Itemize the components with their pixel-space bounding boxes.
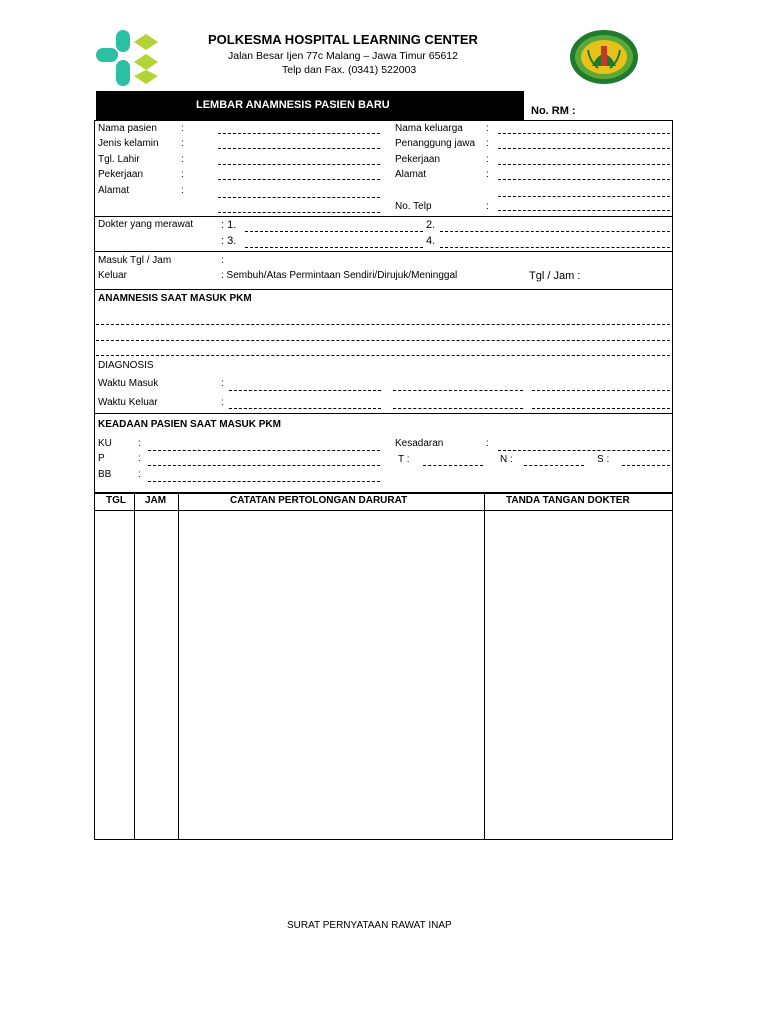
- field-tgl-lahir[interactable]: [218, 164, 380, 165]
- n-label: N :: [500, 454, 513, 465]
- colon: :: [138, 453, 141, 464]
- field-dokter-3[interactable]: [245, 247, 423, 248]
- colon: :: [486, 123, 489, 134]
- s-label: S :: [597, 454, 610, 465]
- field-waktu-masuk-3[interactable]: [532, 390, 670, 391]
- label-nama-pasien: Nama pasien: [98, 123, 157, 134]
- waktu-masuk-label: Waktu Masuk: [98, 378, 159, 389]
- dokter-num-4: 4.: [426, 235, 436, 247]
- divider: [94, 251, 673, 252]
- divider: [94, 413, 673, 414]
- field-alamat-keluarga-2[interactable]: [498, 196, 670, 197]
- label-penanggung: Penanggung jawa: [395, 138, 476, 149]
- field-waktu-masuk-2[interactable]: [393, 390, 523, 391]
- table-col-divider: [178, 492, 179, 840]
- colon: :: [486, 154, 489, 165]
- col-header-jam: JAM: [145, 495, 167, 506]
- label-keluar: Keluar: [98, 270, 127, 281]
- anamnesis-line-2[interactable]: [96, 340, 670, 341]
- form-title: LEMBAR ANAMNESIS PASIEN BARU: [196, 99, 390, 111]
- label-alamat-2: Alamat: [395, 169, 427, 180]
- anamnesis-line-3[interactable]: [96, 355, 670, 356]
- anamnesis-title: ANAMNESIS SAAT MASUK PKM: [98, 293, 252, 304]
- hospital-phone: Telp dan Fax. (0341) 522003: [282, 64, 417, 76]
- dokter-num-2: 2.: [426, 219, 436, 231]
- field-no-telp[interactable]: [498, 210, 670, 211]
- field-waktu-keluar-3[interactable]: [532, 408, 670, 409]
- colon: :: [221, 378, 224, 389]
- colon: :: [181, 123, 184, 134]
- notes-cell-catatan[interactable]: [180, 512, 483, 838]
- field-alamat[interactable]: [218, 197, 380, 198]
- label-tgl-lahir: Tgl. Lahir: [98, 154, 140, 165]
- colon: :: [181, 138, 184, 149]
- field-pekerjaan-2[interactable]: [498, 164, 670, 165]
- notes-cell-tanda-tangan[interactable]: [486, 512, 671, 838]
- field-pekerjaan[interactable]: [218, 179, 380, 180]
- colon: :: [138, 469, 141, 480]
- field-waktu-masuk-1[interactable]: [229, 390, 381, 391]
- table-header-divider: [94, 510, 673, 511]
- ku-label: KU: [98, 438, 112, 449]
- colon: :: [486, 438, 489, 449]
- field-n[interactable]: [524, 465, 584, 466]
- field-p[interactable]: [148, 465, 380, 466]
- kesadaran-label: Kesadaran: [395, 438, 444, 449]
- field-nama-keluarga[interactable]: [498, 133, 670, 134]
- col-header-tanda-tangan: TANDA TANGAN DOKTER: [506, 495, 630, 506]
- colon: :: [138, 438, 141, 449]
- colon: :: [486, 138, 489, 149]
- bb-label: BB: [98, 469, 112, 480]
- colon: :: [221, 255, 224, 266]
- field-alamat-2[interactable]: [218, 212, 380, 213]
- next-page-title: SURAT PERNYATAAN RAWAT INAP: [287, 920, 452, 931]
- colon: :: [486, 169, 489, 180]
- label-pekerjaan: Pekerjaan: [98, 169, 144, 180]
- ministry-emblem-icon: [568, 28, 640, 86]
- diagnosis-label: DIAGNOSIS: [98, 360, 154, 371]
- colon: :: [181, 169, 184, 180]
- field-t[interactable]: [423, 465, 483, 466]
- hospital-address: Jalan Besar Ijen 77c Malang – Jawa Timur 65612: [228, 50, 458, 62]
- label-pekerjaan-2: Pekerjaan: [395, 154, 441, 165]
- no-rm-label: No. RM :: [531, 105, 576, 117]
- divider: [94, 289, 673, 290]
- notes-cell-jam[interactable]: [136, 512, 177, 838]
- field-penanggung[interactable]: [498, 148, 670, 149]
- label-no-telp: No. Telp: [395, 201, 432, 212]
- col-header-catatan: CATATAN PERTOLONGAN DARURAT: [230, 495, 408, 506]
- table-col-divider: [134, 492, 135, 840]
- field-alamat-keluarga[interactable]: [498, 179, 670, 180]
- field-dokter-1[interactable]: [245, 231, 423, 232]
- clinic-logo-icon: [94, 28, 162, 90]
- dokter-num-3: : 3.: [221, 235, 237, 247]
- tgl-jam-label: Tgl / Jam :: [529, 270, 581, 282]
- label-nama-keluarga: Nama keluarga: [395, 123, 463, 134]
- field-waktu-keluar-2[interactable]: [393, 408, 523, 409]
- field-dokter-4[interactable]: [440, 247, 670, 248]
- keluar-options: : Sembuh/Atas Permintaan Sendiri/Dirujuk/Meninggal: [221, 270, 458, 281]
- label-jenis-kelamin: Jenis kelamin: [98, 138, 159, 149]
- label-alamat: Alamat: [98, 185, 130, 196]
- field-s[interactable]: [622, 465, 670, 466]
- field-jenis-kelamin[interactable]: [218, 148, 380, 149]
- anamnesis-line-1[interactable]: [96, 324, 670, 325]
- keadaan-title: KEADAAN PASIEN SAAT MASUK PKM: [98, 419, 281, 430]
- notes-cell-tgl[interactable]: [96, 512, 133, 838]
- colon: :: [181, 154, 184, 165]
- field-dokter-2[interactable]: [440, 231, 670, 232]
- colon: :: [221, 397, 224, 408]
- hospital-name: POLKESMA HOSPITAL LEARNING CENTER: [208, 32, 478, 47]
- p-label: P: [98, 453, 105, 464]
- t-label: T :: [398, 454, 410, 465]
- colon: :: [486, 201, 489, 212]
- label-masuk: Masuk Tgl / Jam: [98, 255, 172, 266]
- label-dokter: Dokter yang merawat: [98, 219, 194, 230]
- colon: :: [181, 185, 184, 196]
- field-nama-pasien[interactable]: [218, 133, 380, 134]
- waktu-keluar-label: Waktu Keluar: [98, 397, 158, 408]
- table-col-divider: [484, 492, 485, 840]
- divider: [94, 216, 673, 217]
- field-ku[interactable]: [148, 450, 380, 451]
- col-header-tgl: TGL: [106, 495, 126, 506]
- dokter-num-1: : 1.: [221, 219, 237, 231]
- field-bb[interactable]: [148, 481, 380, 482]
- field-kesadaran[interactable]: [498, 450, 670, 451]
- field-waktu-keluar-1[interactable]: [229, 408, 381, 409]
